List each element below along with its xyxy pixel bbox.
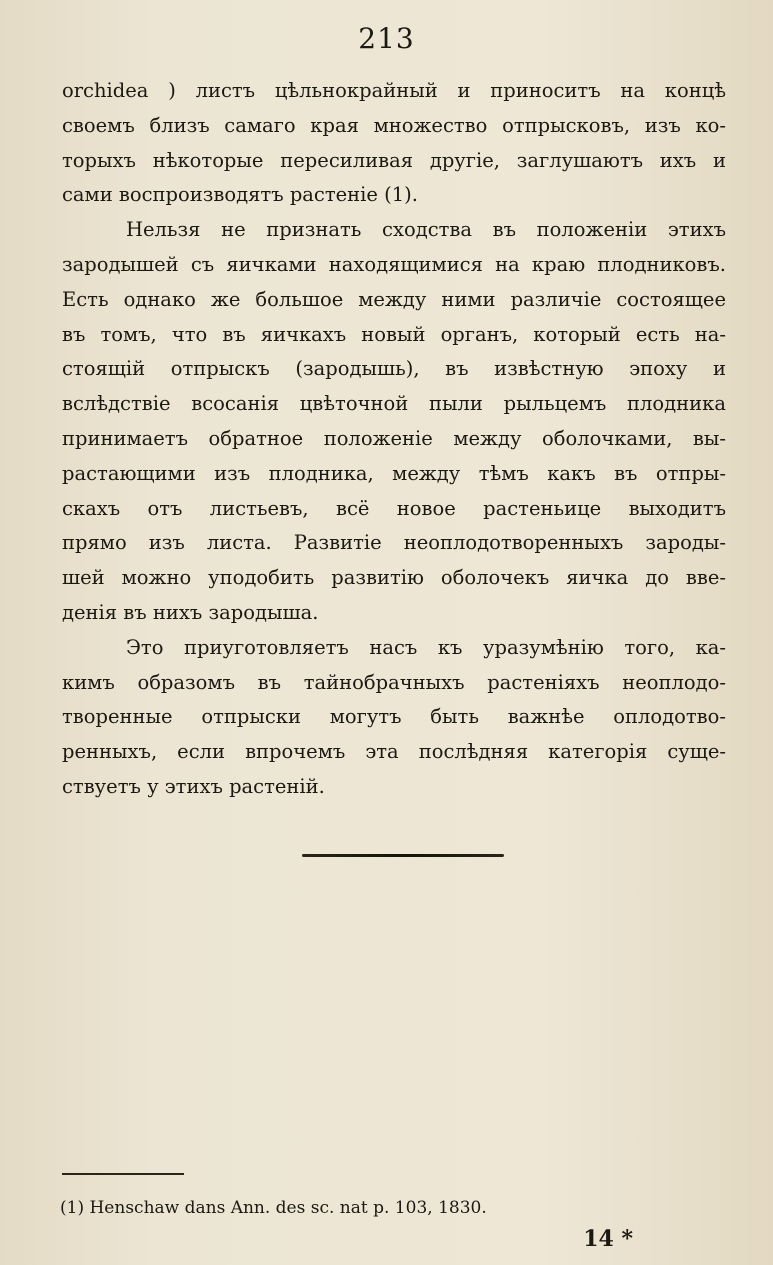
text-line: растающими изъ плодника, между тѣмъ какъ въ отпры-	[62, 461, 726, 485]
text-line: вслѣдствіе всосанія цвѣточной пыли рыльцемъ плодника	[62, 392, 726, 416]
text-line: скахъ отъ листьевъ, всё новое растеньице выходитъ	[62, 496, 726, 520]
text-line: принимаетъ обратное положеніе между оболочками, вы-	[62, 426, 726, 450]
text-line: ренныхъ, если впрочемъ эта послѣдняя категорія суще-	[62, 740, 726, 764]
paragraph-1	[62, 74, 726, 213]
footnote: (1) Henschaw dans Ann. des sc. nat p. 103, 1830.	[60, 1198, 487, 1218]
paragraph-3	[62, 631, 726, 805]
text-line: orchidea ) листъ цѣльнокрайный и приноситъ на концѣ	[62, 79, 726, 102]
paragraph-2	[62, 213, 726, 631]
printer-signature-mark: 14 *	[583, 1226, 633, 1252]
text-line: ствуетъ у этихъ растеній.	[62, 774, 325, 798]
text-line: Нельзя не признать сходства въ положеніи этихъ	[126, 218, 726, 242]
text-line: въ томъ, что въ яичкахъ новый органъ, который есть на-	[62, 322, 726, 346]
text-line: своемъ близъ самаго края множество отпрысковъ, изъ ко-	[62, 113, 726, 137]
text-line: сами воспроизводятъ растеніе (1).	[62, 183, 418, 207]
section-separator-rule	[302, 854, 504, 857]
text-line: кимъ образомъ въ тайнобрачныхъ растеніяхъ неоплодо-	[62, 670, 726, 694]
text-line: шей можно уподобить развитію оболочекъ яичка до вве-	[62, 566, 726, 590]
page-number: 213	[358, 22, 415, 55]
text-line: прямо изъ листа. Развитіе неоплодотворенныхъ зароды-	[62, 531, 726, 555]
text-line: Есть однако же большое между ними различіе состоящее	[62, 287, 726, 311]
text-line: торыхъ нѣкоторые пересиливая другіе, заглушаютъ ихъ и	[62, 148, 726, 172]
text-line: творенные отпрыски могутъ быть важнѣе оплодотво-	[62, 705, 726, 729]
text-line: Это приуготовляетъ насъ къ уразумѣнію того, ка-	[126, 635, 726, 659]
text-line: зародышей съ яичками находящимися на краю плодниковъ.	[62, 252, 726, 276]
text-line: денія въ нихъ зародыша.	[62, 600, 319, 624]
body-text	[62, 74, 726, 805]
footnote-rule	[62, 1173, 184, 1175]
text-line: стоящій отпрыскъ (зародышь), въ извѣстную эпоху и	[62, 357, 726, 381]
